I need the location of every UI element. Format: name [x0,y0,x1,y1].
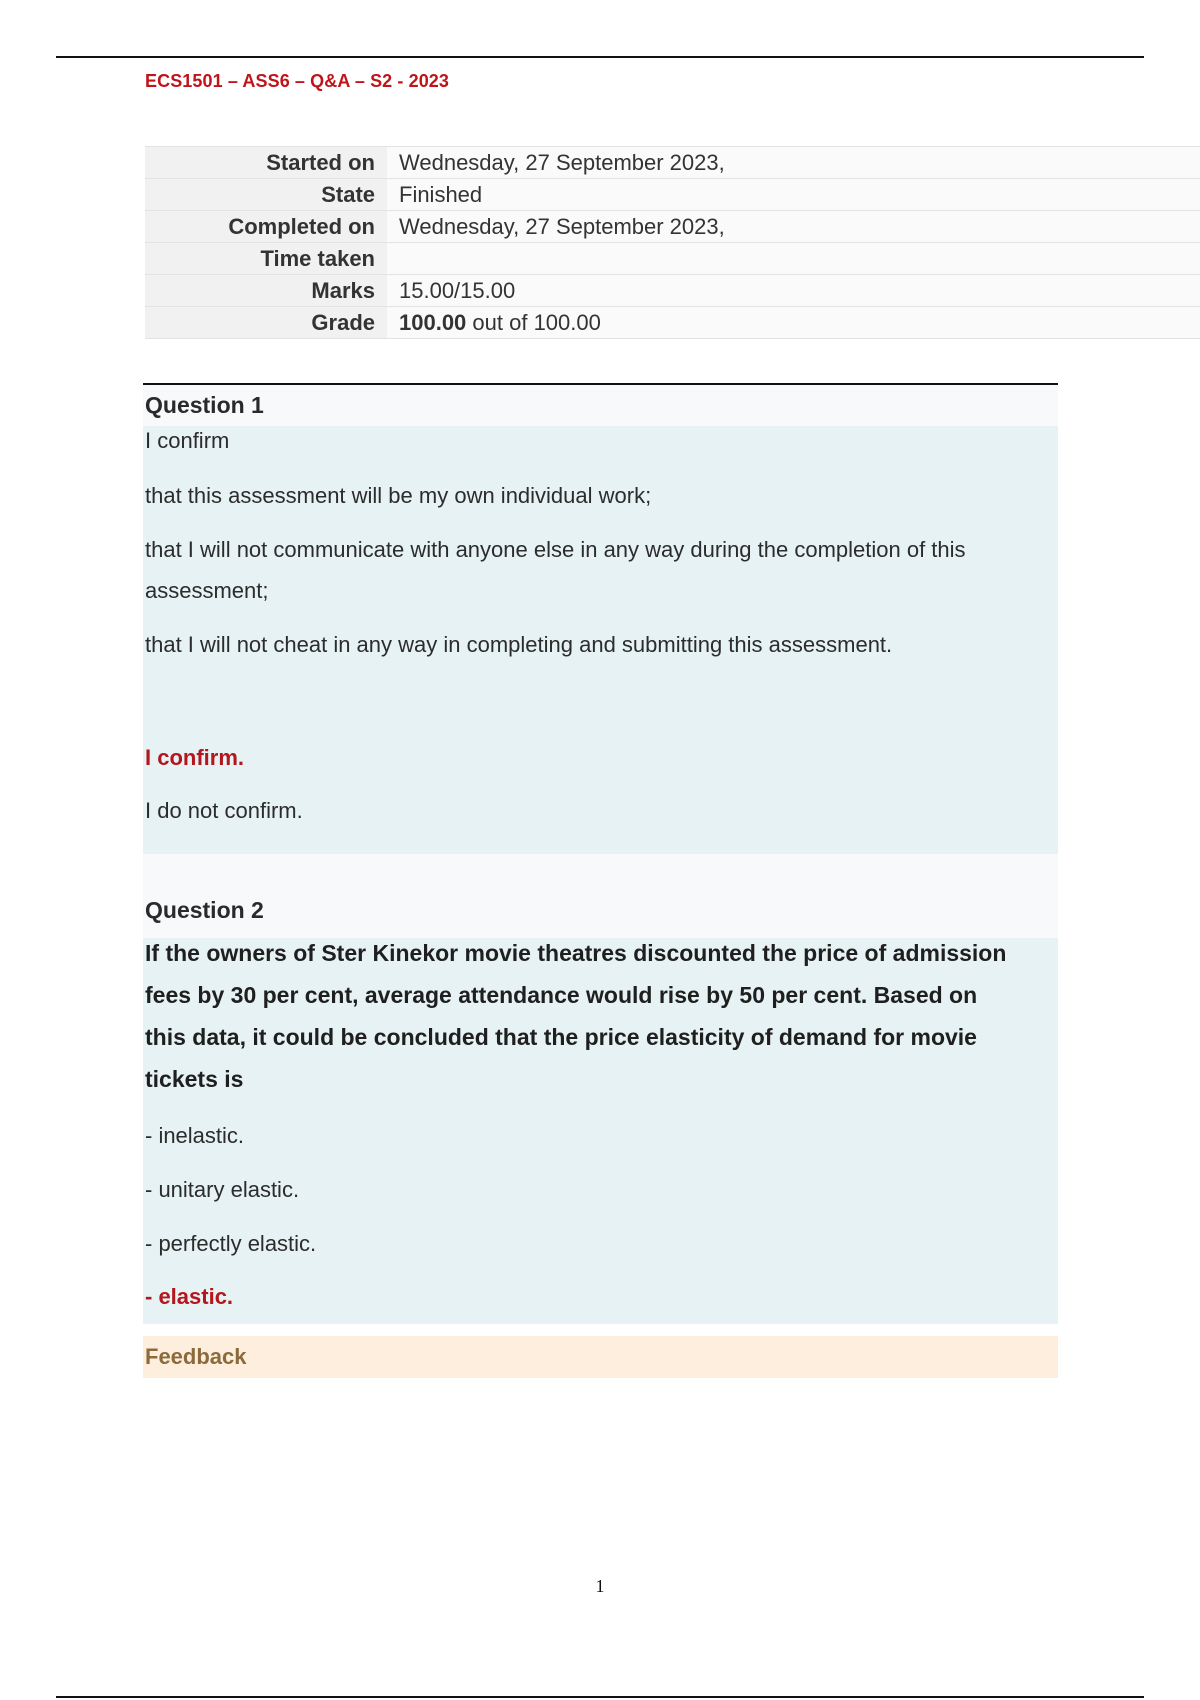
question-1-content [143,426,1058,854]
feedback-panel: Feedback [143,1336,1058,1378]
summary-value: Wednesday, 27 September 2023, [387,211,1200,243]
question-1-option-selected[interactable]: I confirm. [145,745,245,770]
summary-row-marks [145,275,1200,307]
question-2-content [143,938,1058,1324]
summary-value: Wednesday, 27 September 2023, [387,147,1200,179]
summary-value [387,243,1200,275]
question-2-prompt-line: tickets is [145,1066,244,1092]
summary-row-completed [145,211,1200,243]
top-rule [56,56,1144,58]
summary-row-started [145,147,1200,179]
question-1-line: assessment; [145,578,269,603]
summary-value: 15.00/15.00 [387,275,1200,307]
summary-label: Marks [145,275,387,307]
summary-value [387,307,1200,339]
summary-label: Grade [145,307,387,339]
question-2-prompt-line: If the owners of Ster Kinekor movie theatres discounted the price of admission [145,940,1007,966]
document-header: ECS1501 – ASS6 – Q&A – S2 - 2023 [145,71,450,91]
question-1-line: that I will not communicate with anyone else in any way during the completion of this [145,537,966,562]
summary-label: State [145,179,387,211]
question-2-prompt-line: fees by 30 per cent, average attendance would rise by 50 per cent. Based on [145,982,978,1008]
attempt-summary-table [145,146,1200,339]
question-1-line: I confirm [145,428,230,453]
summary-row-grade [145,307,1200,339]
summary-value: Finished [387,179,1200,211]
question-1-line: that I will not cheat in any way in completing and submitting this assessment. [145,632,893,657]
summary-label: Started on [145,147,387,179]
grade-out-of: out of 100.00 [466,309,601,335]
summary-row-time-taken [145,243,1200,275]
question-1-title: Question 1 [143,385,1058,426]
question-1-line: that this assessment will be my own individual work; [145,483,652,508]
bottom-rule [56,1696,1144,1698]
question-2-option[interactable]: - perfectly elastic. [145,1231,317,1256]
grade-score: 100.00 [399,309,467,335]
question-2-title: Question 2 [143,854,1058,938]
question-2-option[interactable]: - unitary elastic. [145,1177,300,1202]
summary-label: Time taken [145,243,387,275]
question-2-prompt-line: this data, it could be concluded that the price elasticity of demand for movie [145,1024,977,1050]
question-2-option-selected[interactable]: - elastic. [145,1284,234,1309]
question-2-option[interactable]: - inelastic. [145,1123,245,1148]
summary-label: Completed on [145,211,387,243]
summary-row-state [145,179,1200,211]
question-1-option[interactable]: I do not confirm. [145,798,303,823]
page-number: 1 [595,1576,605,1596]
